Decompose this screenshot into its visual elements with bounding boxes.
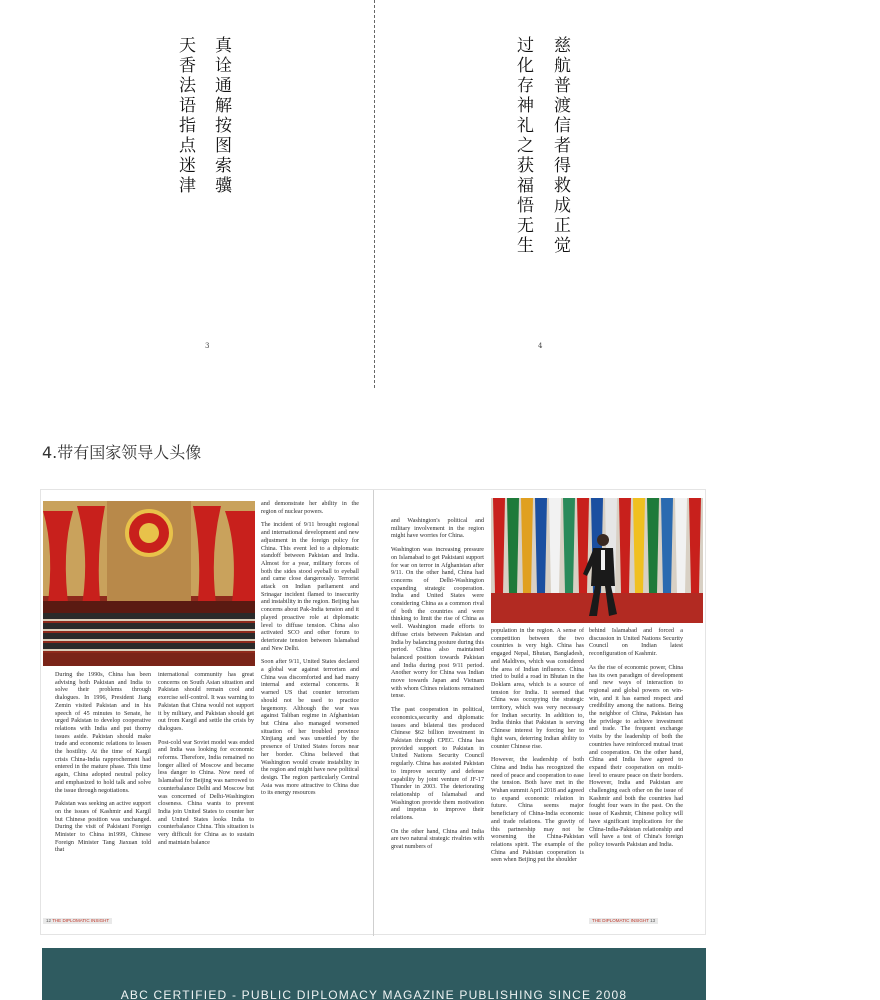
footer-magazine-title: THE DIPLOMATIC INSIGHT — [592, 918, 649, 923]
calligraphy-column-3: 慈航普渡信者得救成正觉 — [550, 36, 570, 256]
certification-banner — [42, 948, 706, 1000]
congress-hall-photo — [43, 501, 255, 666]
footer-page-number: 12 — [46, 918, 52, 923]
page-number-right: 4 — [538, 342, 543, 350]
paragraph: Washington was increasing pressure on Islamabad to get Pakistani support for war on terror in Afghanistan after 9/11. On the other hand, China had concerns of Delhi-Washington expanding strategic cooperation. India and United States were considering China as a common rival of both the countries and were thinking to limit the rise of China as well. Washington made efforts to diffuse crisis between Pakistan and India by balancing posture during this period. China also maintained balanced position towards Pakistan and India during post 9/11 period. Another worry for China was Indian move towards Japan and Vietnam with whom Chines relations remained tense. — [391, 547, 484, 700]
flags-illustration — [491, 498, 703, 623]
paragraph: and Washington's political and military involvement in the region might have worries for China. — [391, 518, 484, 540]
right-page-footer — [589, 918, 658, 924]
footer-magazine-title: THE DIPLOMATIC INSIGHT — [52, 918, 110, 923]
left-page-column-3 — [261, 501, 359, 804]
paragraph: international community has great concerns on South Asian situation and Pakistan should remain cool and exercise self-control. It was warning to Pakistan that China would not support it by military, and Pakistan should get out from Kargil and settle the crisis by dialogues. — [158, 672, 254, 732]
paragraph: On the other hand, China and India are two natural strategic rivalries with great numbers of — [391, 828, 484, 851]
paragraph: During the 1990s, China has been advising both Pakistan and India to solve their problems through dialogues. In 1996, President Jiang Zemin visited Pakistan and in his speech of 45 minutes to Senate, he urged Pakistan to develop cooperative relations with India and put thorny issues aside. Pakistan should make trade and economic relations to lessen the hostility. At the time of Kargil crisis China-India rapprochement had entered in the mature phase. This time again, China adopted neutral policy and emphasized to hold talk and solve the issue through negotiations. — [55, 672, 151, 794]
left-page-column-2 — [158, 672, 254, 853]
paragraph: Post-cold war Soviet model was ended and India was looking for economic reforms. Therefore, India remained no longer allied of Moscow and became less danger to China. Now need of Islamabad for Beijing was narrowed to counterbalance Delhi and Moscow but was concerned of Delhi-Washington closeness. China wants to prevent India join United States to counter her and United States looks India to counterbalance China. This situation is very difficult for China as to sustain and maintain balance — [158, 739, 254, 846]
right-page-column-3 — [589, 628, 683, 856]
right-page-column-1 — [391, 518, 484, 858]
paragraph: population in the region. A sense of competition between the two countries is very high. China has engaged Nepal, Bhutan, Bangladesh, and Maldives, which was considered the area of Indian influence. China tried to build a road in Bhutan in the Doklam area, which is a source of tension for India. It seemed that China was occupying the strategic territory, which was very necessary for Indian security. In addition to, India thinks that Pakistan is serving Chinese interest by forcing her to fight wars, deterring Indian ability to counter Chinese rise. — [491, 628, 584, 750]
paragraph: The incident of 9/11 brought regional and international development and new adjustment in the foreign policy for China. This event led to a diplomatic standoff between Pakistan and India. Almost for a year, military forces of both the sides stood eyeball to eyeball and came close dangerously. Terrorist attack on Indian parliament and Srinagar incident flamed to insecurity and instability in the region. Beijing has concerns about Pak-India tension and it played proactive role at diplomatic level to diffuse tension. China also activated SCO and other forum to deteriorate tension between Islamabad and New Delhi. — [261, 522, 359, 652]
paragraph: The past cooperation in political, economics,security and diplomatic issues and bilateral ties produced Chinese $62 billion investment in Pakistan through CPEC. China has provided support to Pakistan in United Nations Security Council regularly. China has assisted Pakistan to improve security and defense capability by joint venture of JF-17 Thunder in 2003. The deteriorating relationship of Islamabad and Washington provide them motivation and impetus to improve their relations. — [391, 707, 484, 822]
left-page-footer — [43, 918, 112, 924]
paragraph: As the rise of economic power, China has its own paradigm of development and new ways of interaction to regional and global powers on win-win, and it has earned respect and credibility among the nations. Being the neighbor of China, Pakistan has the privilege to achieve investment and trade. The frequent exchange visits by the leadership of both the countries have reinforced mutual trust and cooperation. On the other hand, China and India have agreed to expand their cooperation on multi-level to ensure peace on their borders. However, India and Pakistan are challenging each other on the issue of Kashmir and both the countries had fought four wars in the past. On the issue of Kashmir, Chinese policy will have significant implications for the China-India-Pakistan relationship and will have a test of China's foreign policy towards Pakistan and India. — [589, 664, 683, 848]
paragraph: However, the leadership of both China and India has recognized the need of peace and cooperation to ease the tension. Both have met in the Wuhan summit April 2018 and agreed to expand economic relation in future. China seems major beneficiary of China-India economic and trade relations. The gravity of this partnership may not be worsening the China-Pakistan relations spirit. The example of the China and Pakistan cooperation is seen when Beijing put the shoulder — [491, 757, 585, 864]
left-page-column-1 — [55, 672, 151, 861]
magazine-fold — [373, 490, 374, 936]
banner-text: ABC CERTIFIED - PUBLIC DIPLOMACY MAGAZINE PUBLISHING SINCE 2008 — [120, 988, 628, 1000]
leader-with-flags-photo — [491, 498, 703, 623]
paragraph: and demonstrate her ability in the region of nuclear powers. — [261, 501, 359, 515]
magazine-spread — [40, 489, 706, 935]
calligraphy-spread — [0, 0, 880, 392]
spread-fold-line — [374, 0, 375, 388]
right-page-column-2 — [491, 628, 584, 871]
footer-page-number: 13 — [650, 918, 656, 923]
calligraphy-column-1: 真诠通解按图索骥 — [211, 36, 231, 196]
paragraph: behind Islamabad and forced a discussion in United Nations Security Council on Indian latest reconfiguration of Kashmir. — [589, 628, 683, 658]
paragraph: Soon after 9/11, United States declared a global war against terrorism and China was discomforted and had many internal and external concerns. It warned US that counter terrorism should not be used to practice hegemony. Although the war was against Taliban regime in Afghanistan but China also managed worsened situation of her troubled province Xinjiang and was unsettled by the presence of United States forces near her border. China believed that Washington would create instability in the region and might have new political design. The region particularly Central Asia was more attractive to China due to its energy resources — [261, 659, 359, 797]
page-number-left: 3 — [205, 342, 210, 350]
section-title: 4.带有国家领导人头像 — [42, 443, 202, 462]
calligraphy-column-2: 天香法语指点迷津 — [175, 36, 195, 196]
calligraphy-column-4: 过化存神礼之获福悟无生 — [513, 36, 533, 256]
paragraph: Pakistan was seeking an active support on the issues of Kashmir and Kargil but Chinese position was unchanged. During the visit of Pakistani Foreign Minister to China in1999, Chinese Foreign Minister Tang Jiaxuan told that — [55, 801, 151, 854]
congress-hall-illustration — [43, 501, 255, 666]
